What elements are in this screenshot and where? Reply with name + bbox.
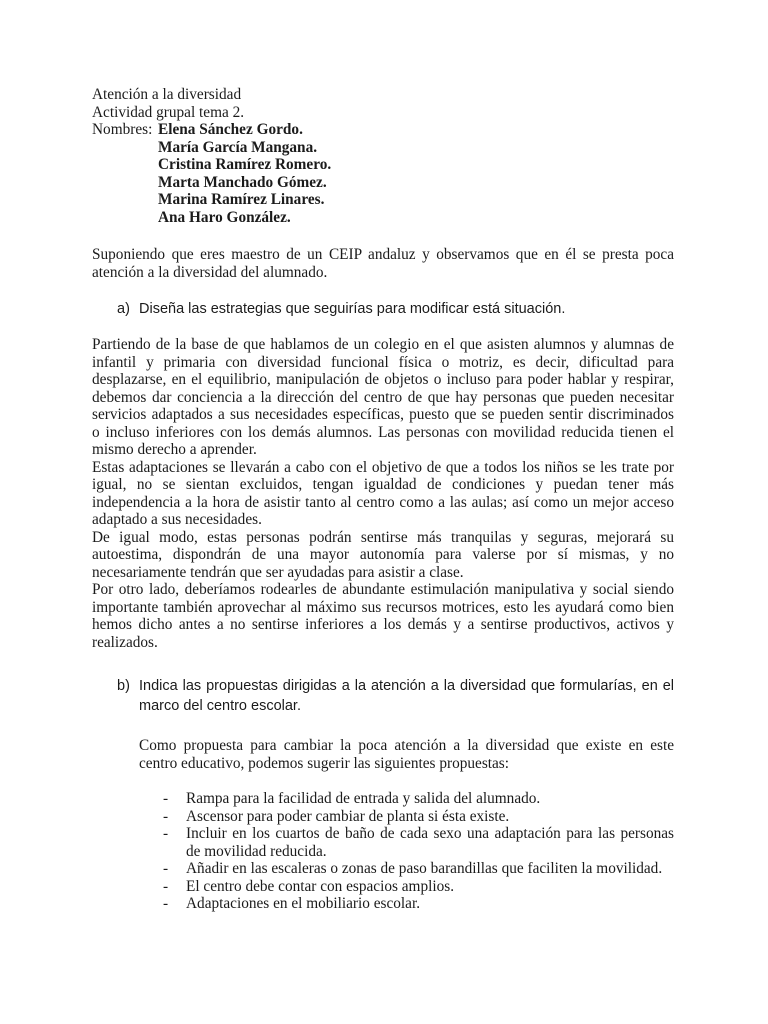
paragraph-line: adaptado a sus necesidades. [92,511,262,528]
paragraph-line: Partiendo de la base de que hablamos de un colegio en el que asisten alumnos y alumnas de [92,336,674,353]
list-item [163,825,674,860]
list-item-text [186,790,674,808]
list-bullet: - [163,790,169,807]
list-item-text [186,808,674,826]
question-text [139,676,674,716]
paragraph-line: Suponiendo que eres maestro de un CEIP andaluz y observamos que en él se presta poca [92,246,674,263]
paragraph-line: Estas adaptaciones se llevarán a cabo con el objetivo de que a todos los niños se les trate por [92,458,674,476]
answer-a-paragraph [92,459,674,529]
paragraph-line: autoestima, dispondrán de una mayor autonomía para valerse por sí mismas, y no [92,546,674,563]
student-name: Marta Manchado Gómez. [158,173,327,191]
list-item-line: El centro debe contar con espacios amplios. [186,877,455,895]
question-text [139,299,674,319]
intro-paragraph [92,246,674,281]
paragraph-line: Por otro lado, deberíamos rodearles de abundante estimulación manipulativa y social siendo [92,581,674,598]
list-bullet: - [163,860,169,877]
answer-b-intro [139,737,674,772]
list-item-line: Ascensor para poder cambiar de planta si ésta existe. [186,807,510,825]
names-row [92,209,674,227]
list-item-text [186,895,674,913]
question-marker: b) [117,678,130,694]
names-label: Nombres: [92,121,153,138]
paragraph-line: o incluso inferiores con los demás alumnos. Las personas con movilidad reducida tienen el [92,423,674,441]
answer-a-paragraph [92,529,674,582]
question-line: Diseña las estrategias que seguirías para modificar está situación. [139,301,566,317]
answer-a [92,336,674,651]
paragraph-line: necesariamente tendrán que ser ayudadas para asistir a clase. [92,563,464,581]
list-item-text [186,825,674,860]
names-row [92,174,674,192]
list-item-text [186,860,674,878]
paragraph-line: debemos dar conciencia a la dirección del centro de que hay personas que pueden necesitar [92,388,674,406]
paragraph-line: desplazarse, en el equilibrio, manipulación de objetos o incluso para poder hablar y respirar, [92,371,674,388]
proposals-list [163,790,674,913]
question-b [117,676,674,716]
activity-label: Actividad grupal tema 2. [92,103,245,121]
paragraph-line: De igual modo, estas personas podrán sentirse más tranquilas y seguras, mejorará su [92,528,674,546]
list-item-line: Añadir en las escaleras o zonas de paso barandillas que faciliten la movilidad. [186,860,663,877]
list-item-line: de movilidad reducida. [186,842,327,860]
paragraph-line: servicios adaptados a sus necesidades específicas, puesto que se pueden sentir discriminados [92,406,674,423]
student-name: María García Mangana. [158,138,318,156]
list-item-line: Rampa para la facilidad de entrada y salida del alumnado. [186,790,541,807]
list-item-text [186,878,674,896]
paragraph-line: independencia a la hora de asistir tanto al centro como a las aulas; así como un mejor acceso [92,493,674,511]
paragraph-line: infantil y primaria con diversidad funcional física o motriz, es decir, dificultad para [92,353,674,371]
list-item [163,808,674,826]
list-item [163,895,674,913]
paragraph-line: centro educativo, podemos sugerir las siguientes propuestas: [139,754,510,772]
answer-a-paragraph [92,581,674,651]
list-item [163,790,674,808]
paragraph-line: Como propuesta para cambiar la poca atención a la diversidad que existe en este [139,737,674,754]
paragraph-line: mismo derecho a aprender. [92,441,257,458]
list-item-line: Adaptaciones en el mobiliario escolar. [186,895,421,912]
list-bullet: - [163,895,169,912]
student-name: Marina Ramírez Linares. [158,191,325,208]
paragraph-line: importante también aprovechar al máximo sus recursos motrices, esto les ayudará como bien [92,598,674,616]
list-bullet: - [163,877,169,895]
document-header [92,86,674,226]
student-name: Ana Haro González. [158,208,291,226]
paragraph-line: igual, no se sientan excluidos, tengan igualdad de condiciones y puedan tener más [92,476,674,493]
names-row [92,121,674,139]
paragraph-line: atención a la diversidad del alumnado. [92,263,328,281]
question-line: marco del centro escolar. [139,698,301,714]
question-line: Indica las propuestas dirigidas a la atención a la diversidad que formularías, en el [139,678,674,694]
list-item-line: Incluir en los cuartos de baño de cada sexo una adaptación para las personas [186,825,674,842]
question-marker: a) [117,301,130,317]
list-item [163,878,674,896]
list-bullet: - [163,807,169,825]
paragraph-line: hemos dicho antes a no sentirse inferiores a los demás y a sentirse productivos, activos y [92,616,674,633]
document-title: Atención a la diversidad [92,86,242,103]
names-row [92,139,674,157]
answer-a-paragraph [92,336,674,459]
student-name: Cristina Ramírez Romero. [158,156,332,173]
list-item [163,860,674,878]
names-row [92,191,674,209]
paragraph-line: realizados. [92,633,158,651]
names-row [92,156,674,174]
student-name: Elena Sánchez Gordo. [158,121,303,138]
list-bullet: - [163,825,169,842]
question-a [117,299,674,319]
